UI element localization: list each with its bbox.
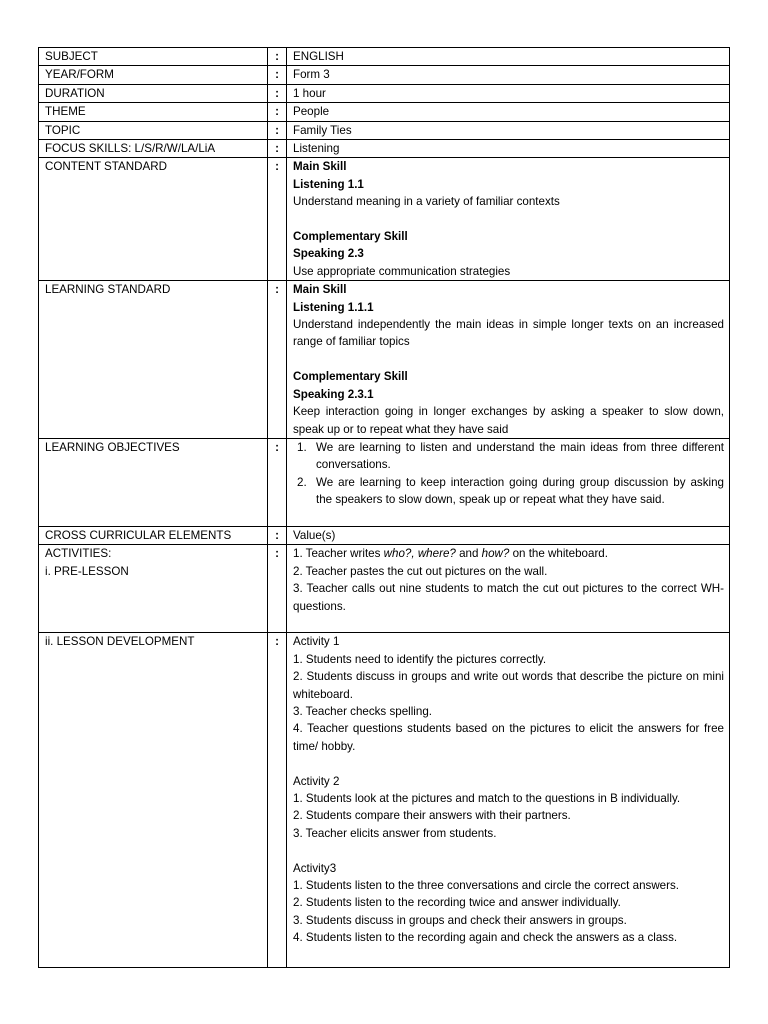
activities-label: ACTIVITIES: (45, 547, 112, 561)
activity-1-title: Activity 1 (293, 635, 340, 649)
pre-lesson-label: i. PRE-LESSON (45, 564, 129, 578)
value-cross-curricular: Value(s) (287, 526, 730, 544)
row-activities-pre-lesson (39, 545, 730, 633)
activity-3-step: 4. Students listen to the recording again and check the answers as a class. (293, 931, 678, 945)
complementary-skill-code: Speaking 2.3.1 (293, 387, 374, 401)
complementary-skill-heading: Complementary Skill (293, 230, 408, 244)
row-duration (39, 84, 730, 102)
label-learning-standard: LEARNING STANDARD (39, 281, 268, 439)
main-skill-heading: Main Skill (293, 283, 347, 297)
activity-3-title: Activity3 (293, 861, 337, 875)
complementary-skill-text: Use appropriate communication strategies (293, 264, 511, 278)
activity-2-step: 1. Students look at the pictures and match to the questions in B individually. (293, 791, 681, 805)
objective-item (293, 474, 724, 509)
activity-1-step: 3. Teacher checks spelling. (293, 704, 432, 718)
pre-lesson-step-2: 2. Teacher pastes the cut out pictures on the wall. (293, 564, 548, 578)
objectives-list (293, 439, 724, 509)
activity-2-step: 2. Students compare their answers with their partners. (293, 809, 571, 823)
main-skill-code: Listening 1.1.1 (293, 300, 374, 314)
lesson-plan-table (38, 47, 730, 968)
label-content-standard: CONTENT STANDARD (39, 158, 268, 281)
colon: : (268, 281, 287, 439)
activity-1-step: 2. Students discuss in groups and write out words that describe the picture on mini whiteboard. (293, 670, 724, 701)
activity-2-step: 3. Teacher elicits answer from students. (293, 826, 497, 840)
colon: : (268, 103, 287, 121)
objective-text: We are learning to listen and understand the main ideas from three different conversations. (316, 440, 724, 472)
label-lesson-development: ii. LESSON DEVELOPMENT (39, 633, 268, 967)
colon: : (268, 140, 287, 158)
row-focus-skills (39, 140, 730, 158)
colon: : (268, 633, 287, 967)
value-theme: People (287, 103, 730, 121)
main-skill-code: Listening 1.1 (293, 177, 364, 191)
label-theme: THEME (39, 103, 268, 121)
row-cross-curricular (39, 526, 730, 544)
colon: : (268, 526, 287, 544)
objective-text: We are learning to keep interaction going during group discussion by asking the speakers to slow down, speak up or repeat what they have said. (316, 475, 724, 507)
colon: : (268, 158, 287, 281)
pre-lesson-step-3: 3. Teacher calls out nine students to match the cut out pictures to the correct WH-questions. (293, 582, 724, 613)
colon: : (268, 48, 287, 66)
activity-2-title: Activity 2 (293, 774, 340, 788)
row-theme (39, 103, 730, 121)
colon: : (268, 66, 287, 84)
row-learning-objectives (39, 438, 730, 526)
row-topic (39, 121, 730, 139)
value-learning-standard (287, 281, 730, 439)
label-cross-curricular: CROSS CURRICULAR ELEMENTS (39, 526, 268, 544)
row-year-form (39, 66, 730, 84)
row-content-standard (39, 158, 730, 281)
activity-1-step: 1. Students need to identify the pictures correctly. (293, 652, 547, 666)
colon: : (268, 545, 287, 633)
activity-3-step: 2. Students listen to the recording twice and answer individually. (293, 896, 621, 910)
main-skill-text: Understand independently the main ideas in simple longer texts on an increased range of familiar topics (293, 318, 724, 349)
value-duration: 1 hour (287, 84, 730, 102)
complementary-skill-heading: Complementary Skill (293, 370, 408, 384)
label-activities (39, 545, 268, 633)
label-topic: TOPIC (39, 121, 268, 139)
value-subject: ENGLISH (287, 48, 730, 66)
label-duration: DURATION (39, 84, 268, 102)
label-subject: SUBJECT (39, 48, 268, 66)
row-learning-standard (39, 281, 730, 439)
value-topic: Family Ties (287, 121, 730, 139)
row-subject (39, 48, 730, 66)
value-pre-lesson (287, 545, 730, 633)
activity-3-step: 3. Students discuss in groups and check their answers in groups. (293, 913, 627, 927)
colon: : (268, 121, 287, 139)
activity-1-step: 4. Teacher questions students based on the pictures to elicit the answers for free time/ hobby. (293, 722, 724, 753)
label-learning-objectives: LEARNING OBJECTIVES (39, 438, 268, 526)
lesson-plan-document (38, 47, 729, 968)
objective-number: 1. (297, 440, 307, 454)
complementary-skill-code: Speaking 2.3 (293, 247, 364, 261)
main-skill-text: Understand meaning in a variety of familiar contexts (293, 195, 560, 209)
value-content-standard (287, 158, 730, 281)
complementary-skill-text: Keep interaction going in longer exchanges by asking a speaker to slow down, speak up or to repeat what they have said (293, 405, 724, 436)
value-year-form: Form 3 (287, 66, 730, 84)
objective-number: 2. (297, 475, 307, 489)
label-focus-skills: FOCUS SKILLS: L/S/R/W/LA/LiA (39, 140, 268, 158)
main-skill-heading: Main Skill (293, 160, 347, 174)
row-lesson-development (39, 633, 730, 967)
value-learning-objectives (287, 438, 730, 526)
value-lesson-development (287, 633, 730, 967)
activity-3-step: 1. Students listen to the three conversations and circle the correct answers. (293, 879, 680, 892)
pre-lesson-step-1: 1. Teacher writes who?, where? and how? on the whiteboard. (293, 547, 608, 561)
objective-item (293, 439, 724, 474)
colon: : (268, 438, 287, 526)
value-focus-skills: Listening (287, 140, 730, 158)
label-year-form: YEAR/FORM (39, 66, 268, 84)
colon: : (268, 84, 287, 102)
